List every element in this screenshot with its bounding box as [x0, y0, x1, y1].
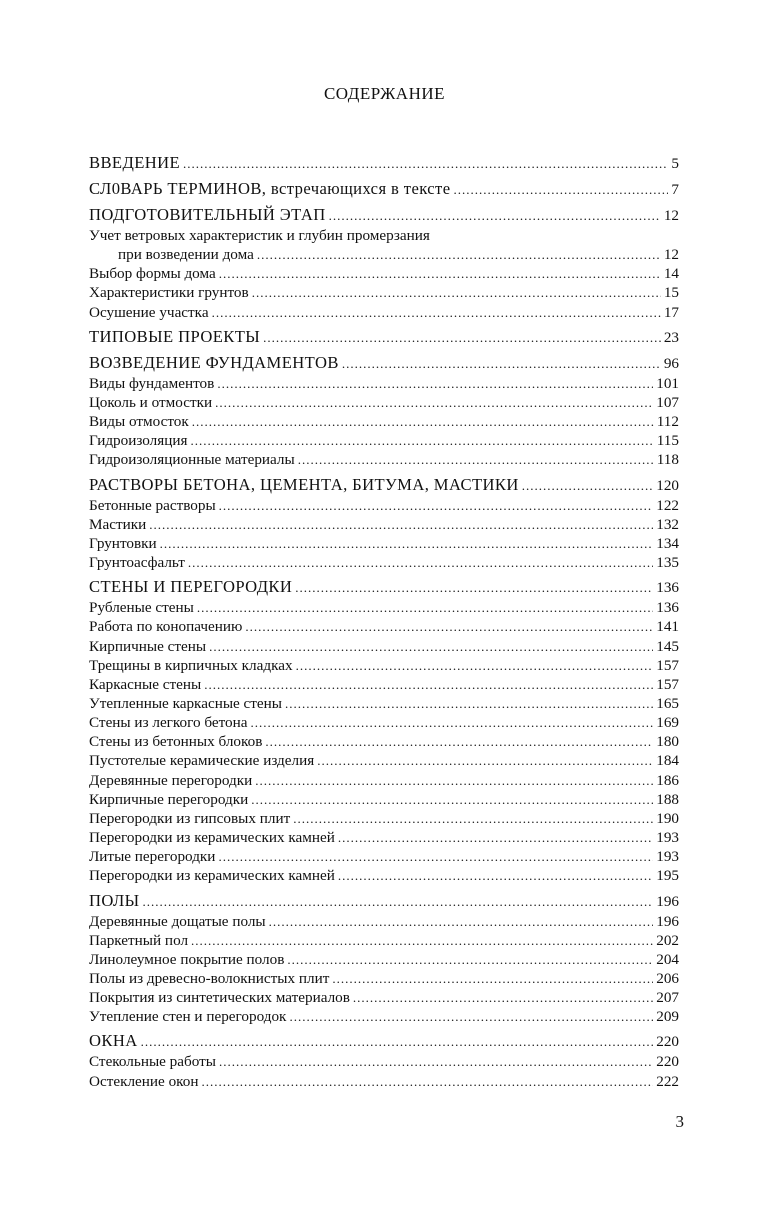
toc-entry-page: 115 [656, 432, 679, 450]
toc-entry-page: 7 [671, 181, 679, 198]
toc-entry-page: 220 [656, 1033, 679, 1051]
toc-entry-title: Покрытия из синтетических материалов [89, 989, 350, 1007]
toc-leader-dots [295, 577, 653, 598]
toc-leader-dots [204, 675, 653, 694]
toc-entry [89, 969, 679, 988]
toc-entry-page: 196 [656, 892, 679, 910]
toc-entry-page: 184 [656, 752, 679, 770]
toc-entry-page: 132 [656, 515, 679, 533]
toc-entry-title: Рубленые стены [89, 599, 194, 617]
toc-entry-page: 145 [656, 637, 679, 655]
toc-entry [89, 809, 679, 828]
toc-entry-title: Остекление окон [89, 1072, 199, 1090]
toc-leader-dots [202, 1072, 654, 1091]
toc-entry-title: ПОДГОТОВИТЕЛЬНЫЙ ЭТАП [89, 205, 326, 224]
toc-entry-page: 157 [656, 675, 679, 693]
toc-entry [89, 553, 679, 572]
toc-entry-title: Цоколь и отмостки [89, 393, 213, 411]
toc-entry [89, 675, 679, 694]
toc-leader-dots [219, 264, 661, 283]
toc-entry-title: Пустотелые керамические изделия [89, 752, 315, 770]
toc-entry-title: ОКНА [89, 1031, 138, 1051]
toc-leader-dots [142, 891, 653, 912]
toc-entry-title: Перегородки из керамических камней [89, 867, 335, 885]
toc-entry-title: Кирпичные перегородки [89, 790, 249, 808]
toc-entry-page: 101 [656, 374, 679, 392]
toc-entry-page: 120 [656, 476, 679, 494]
toc-leader-dots [149, 515, 653, 534]
toc-section [89, 152, 679, 174]
toc-entry-title: при возведении дома [118, 246, 254, 264]
toc-entry [89, 496, 679, 515]
toc-entry-page: 107 [656, 393, 679, 411]
toc-entry-title: СЛ0ВАРЬ ТЕРМИНОВ, встречающихся в тексте [89, 179, 451, 198]
toc-leader-dots [212, 303, 661, 322]
toc-leader-dots [293, 809, 653, 828]
toc-entry-page: 112 [656, 413, 679, 431]
toc-entry-page: 17 [663, 303, 679, 321]
toc-entry-page: 12 [663, 207, 679, 224]
toc-entry-page: 193 [656, 848, 679, 866]
toc-entry-title: Перегородки из гипсовых плит [89, 809, 291, 827]
toc-entry [89, 637, 679, 656]
toc-leader-dots [209, 637, 653, 656]
toc-entry-title: Виды фундаментов [89, 374, 215, 392]
toc-leader-dots [338, 866, 653, 885]
toc-leader-dots [160, 534, 654, 553]
toc-entry [89, 931, 679, 950]
toc-leader-dots [219, 1052, 653, 1071]
toc-entry-title: РАСТВОРЫ БЕТОНА, ЦЕМЕНТА, БИТУМА, МАСТИКИ [89, 474, 519, 494]
toc-entry-title: Деревянные дощатые полы [89, 912, 266, 930]
toc-entry-title: Литые перегородки [89, 848, 216, 866]
toc-entry [89, 866, 679, 885]
toc-entry [89, 694, 679, 713]
toc-leader-dots [218, 847, 653, 866]
toc-section [89, 576, 679, 598]
toc-leader-dots [285, 694, 653, 713]
toc-leader-dots [257, 245, 661, 264]
toc-leader-dots [317, 751, 653, 770]
toc-leader-dots [197, 598, 653, 617]
toc-entry-page: 23 [663, 328, 679, 346]
toc-leader-dots [188, 553, 653, 572]
toc-leader-dots [141, 1031, 654, 1052]
toc-leader-dots [219, 496, 654, 515]
toc-entry [89, 374, 679, 393]
toc-entry [89, 988, 679, 1007]
toc-entry-title: Мастики [89, 515, 147, 533]
toc-entry-page: 136 [656, 579, 679, 597]
toc-entry [89, 283, 679, 302]
toc-entry [89, 1072, 679, 1091]
toc-entry-page: 118 [656, 451, 679, 469]
toc-entry [89, 790, 679, 809]
toc-leader-dots [453, 179, 668, 200]
toc-entry [89, 751, 679, 770]
toc-entry [89, 598, 679, 617]
toc-entry-title: Стены из бетонных блоков [89, 733, 263, 751]
toc-entry-page: 193 [656, 829, 679, 847]
toc-entry-title: Паркетный пол [89, 931, 189, 949]
toc-entry [89, 847, 679, 866]
toc-section [89, 1030, 679, 1052]
toc-entry-page: 5 [671, 155, 679, 172]
toc-leader-dots [269, 912, 654, 931]
toc-leader-dots [332, 969, 653, 988]
toc-entry-title: Каркасные стены [89, 675, 202, 693]
toc-entry-page: 12 [663, 246, 679, 264]
toc-entry-page: 15 [663, 284, 679, 302]
toc-entry [89, 450, 679, 469]
toc-entry [89, 226, 679, 245]
toc-leader-dots [353, 988, 653, 1007]
toc-entry-title: Характеристики грунтов [89, 284, 249, 302]
toc-section [89, 352, 679, 374]
toc-entry-title: Грунтовки [89, 534, 157, 552]
toc-entry-page: 220 [656, 1053, 679, 1071]
toc-entry [89, 656, 679, 675]
toc-leader-dots [215, 393, 653, 412]
toc-entry-title: Грунтоасфальт [89, 554, 185, 572]
toc-entry-page: 186 [656, 771, 679, 789]
toc-entry-page: 204 [656, 950, 679, 968]
toc-entry [89, 1052, 679, 1071]
toc-entry-title: ТИПОВЫЕ ПРОЕКТЫ [89, 326, 261, 346]
toc-entry-page: 96 [663, 354, 679, 372]
toc-entry-page: 202 [656, 931, 679, 949]
toc-entry-page: 207 [656, 989, 679, 1007]
toc-entry-title: Утепление стен и перегородок [89, 1008, 287, 1026]
toc-entry-page: 190 [656, 809, 679, 827]
toc-entry-page: 169 [656, 714, 679, 732]
toc-entry-title: Полы из древесно-волокнистых плит [89, 970, 330, 987]
toc-entry-title: Виды отмосток [89, 413, 189, 431]
toc-entry [89, 713, 679, 732]
toc-section [89, 178, 679, 200]
table-of-contents [89, 152, 679, 1091]
toc-entry-title: СТЕНЫ И ПЕРЕГОРОДКИ [89, 577, 293, 597]
page-title: СОДЕРЖАНИЕ [323, 84, 446, 103]
toc-entry-page: 141 [656, 618, 679, 636]
toc-leader-dots [192, 412, 654, 431]
toc-entry-page: 180 [656, 733, 679, 751]
toc-entry-page: 188 [656, 790, 679, 808]
toc-entry-title: Кирпичные стены [89, 637, 207, 655]
toc-entry-page: 134 [656, 534, 679, 552]
toc-section [89, 204, 679, 226]
toc-entry [89, 617, 679, 636]
toc-entry-page: 135 [656, 554, 679, 572]
toc-leader-dots [329, 205, 661, 226]
toc-entry-page: 14 [663, 265, 679, 283]
toc-entry-title: Работа по конопачению [89, 618, 243, 636]
toc-entry-page: 122 [656, 496, 679, 514]
toc-entry-title: ПОЛЫ [89, 890, 140, 910]
toc-entry-page: 206 [656, 970, 679, 987]
toc-leader-dots [263, 327, 661, 348]
toc-entry-title: Перегородки из керамических камней [89, 829, 335, 847]
toc-entry [89, 534, 679, 553]
toc-leader-dots [522, 475, 653, 496]
toc-leader-dots [190, 431, 653, 450]
toc-leader-dots [342, 353, 661, 374]
toc-entry-title: Стены из легкого бетона [89, 714, 248, 732]
toc-leader-dots [245, 617, 653, 636]
toc-leader-dots [287, 950, 653, 969]
toc-entry-page: 195 [656, 867, 679, 885]
toc-entry-page: 196 [656, 912, 679, 930]
toc-entry-page: 157 [656, 656, 679, 674]
toc-leader-dots [265, 732, 653, 751]
toc-entry-title: Трещины в кирпичных кладках [89, 656, 293, 674]
toc-entry-title: Утепленные каркасные стены [89, 694, 283, 712]
toc-leader-dots [289, 1007, 653, 1026]
toc-entry-title: Осушение участка [89, 303, 209, 321]
toc-entry [89, 303, 679, 322]
toc-entry-page: 222 [656, 1072, 679, 1090]
toc-entry-page: 209 [656, 1008, 679, 1026]
toc-leader-dots [251, 713, 654, 732]
toc-leader-dots [191, 931, 653, 950]
toc-leader-dots [183, 153, 668, 174]
toc-entry-title: ВВЕДЕНИЕ [89, 153, 181, 172]
toc-leader-dots [255, 771, 653, 790]
toc-entry [89, 950, 679, 969]
toc-entry-title: Бетонные растворы [89, 496, 216, 514]
toc-entry-title: Учет ветровых характеристик и глубин промерзания [89, 227, 430, 244]
toc-entry-title: Стекольные работы [89, 1053, 216, 1071]
toc-entry-title: Линолеумное покрытие полов [89, 950, 285, 968]
toc-leader-dots [296, 656, 654, 675]
toc-entry-title: Гидроизоляционные материалы [89, 451, 295, 469]
toc-entry-title: Деревянные перегородки [89, 771, 253, 789]
toc-entry [89, 1007, 679, 1026]
page-number: 3 [675, 1112, 684, 1131]
toc-entry [89, 732, 679, 751]
toc-entry [89, 245, 679, 264]
toc-entry-title: ВОЗВЕДЕНИЕ ФУНДАМЕНТОВ [89, 352, 339, 372]
toc-entry-title: Выбор формы дома [89, 265, 216, 283]
toc-entry [89, 264, 679, 283]
toc-entry-page: 136 [656, 599, 679, 617]
toc-leader-dots [252, 283, 661, 302]
toc-entry-title: Гидроизоляция [89, 432, 188, 450]
toc-leader-dots [217, 374, 653, 393]
toc-leader-dots [298, 450, 654, 469]
toc-entry [89, 828, 679, 847]
toc-entry [89, 431, 679, 450]
toc-section [89, 474, 679, 496]
toc-leader-dots [251, 790, 653, 809]
toc-entry [89, 393, 679, 412]
toc-leader-dots [338, 828, 653, 847]
toc-entry [89, 912, 679, 931]
toc-section [89, 326, 679, 348]
toc-entry [89, 771, 679, 790]
toc-entry-page: 165 [656, 694, 679, 712]
toc-entry [89, 412, 679, 431]
toc-entry [89, 515, 679, 534]
toc-section [89, 890, 679, 912]
